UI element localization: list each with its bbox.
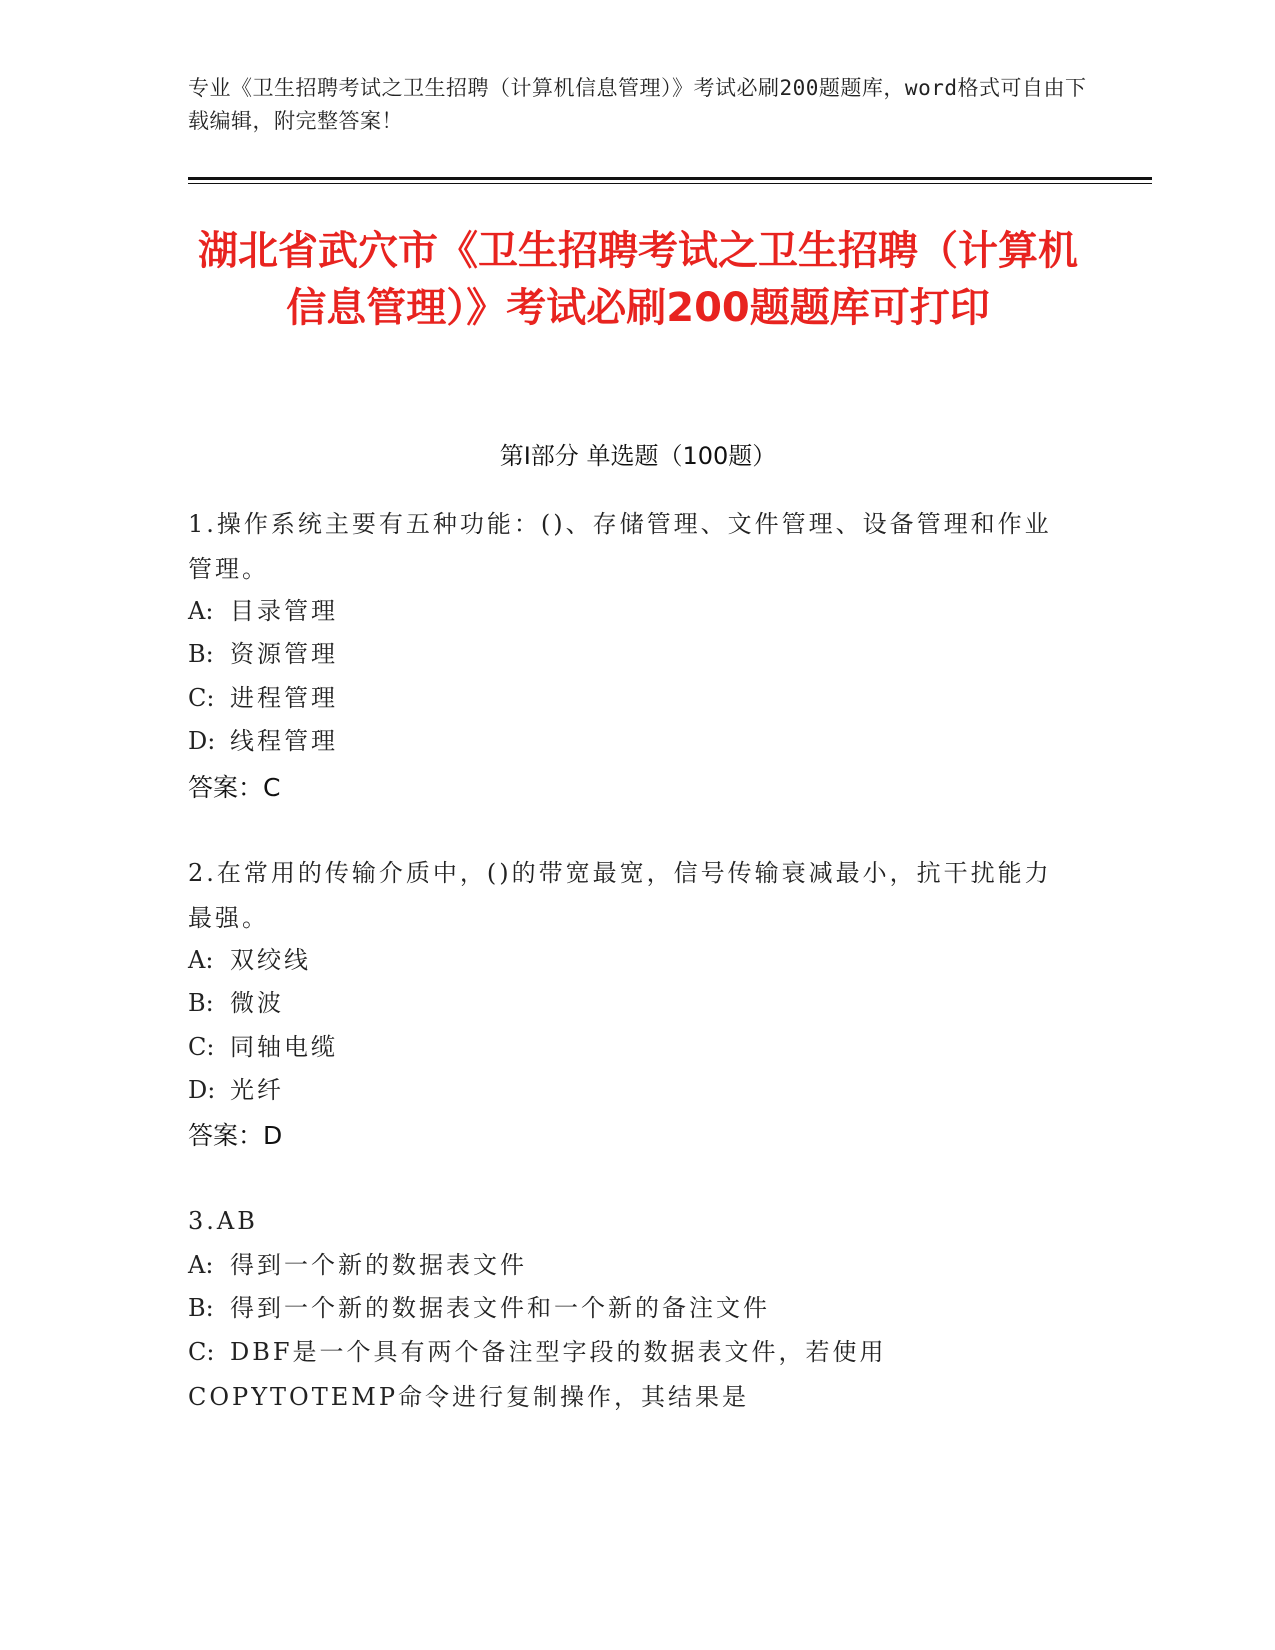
option-text: 光纤 xyxy=(230,1076,284,1104)
document-title: 湖北省武穴市《卫生招聘考试之卫生招聘（计算机信息管理）》考试必刷200题题库可打印 xyxy=(198,228,1078,331)
question-1-option-b xyxy=(188,632,1068,677)
option-key: A: xyxy=(188,1251,214,1279)
section-title: 第Ⅰ部分 单选题（100题） xyxy=(499,442,777,470)
option-key: B: xyxy=(188,640,214,668)
option-key: C: xyxy=(188,1338,215,1366)
option-key: B: xyxy=(188,989,214,1017)
option-key: D: xyxy=(188,727,216,755)
question-3-option-c xyxy=(188,1330,1068,1420)
option-text: 线程管理 xyxy=(230,727,338,755)
header-divider-thin xyxy=(188,183,1152,184)
question-3-option-b xyxy=(188,1286,1068,1331)
option-key: C: xyxy=(188,684,215,712)
question-2-text: 2.在常用的传输介质中，()的带宽最宽，信号传输衰减最小，抗干扰能力最强。 xyxy=(188,859,1052,932)
header-note: 专业《卫生招聘考试之卫生招聘（计算机信息管理）》考试必刷200题题库，word格式可自由下载编辑，附完整答案！ xyxy=(188,76,1087,133)
option-key: B: xyxy=(188,1294,214,1322)
question-2-option-a xyxy=(188,938,1068,983)
option-key: A: xyxy=(188,946,214,974)
question-2-option-d xyxy=(188,1068,1068,1113)
question-1-answer: 答案：C xyxy=(188,773,281,802)
question-1-option-d xyxy=(188,719,1068,764)
option-text: 得到一个新的数据表文件和一个新的备注文件 xyxy=(230,1294,770,1322)
question-1-option-a xyxy=(188,589,1068,634)
option-text: 微波 xyxy=(230,989,284,1017)
question-3-option-a xyxy=(188,1243,1068,1288)
option-key: C: xyxy=(188,1033,215,1061)
option-text: DBF是一个具有两个备注型字段的数据表文件，若使用COPYTOTEMP命令进行复制操作，其结果是 xyxy=(188,1338,887,1411)
question-3-text: 3.AB xyxy=(188,1207,258,1235)
option-text: 双绞线 xyxy=(230,946,311,974)
option-text: 得到一个新的数据表文件 xyxy=(230,1251,527,1279)
option-text: 进程管理 xyxy=(230,684,338,712)
question-1-text: 1.操作系统主要有五种功能：()、存储管理、文件管理、设备管理和作业管理。 xyxy=(188,510,1052,583)
option-text: 资源管理 xyxy=(230,640,338,668)
option-text: 目录管理 xyxy=(230,597,338,625)
question-2-option-b xyxy=(188,981,1068,1026)
option-key: D: xyxy=(188,1076,216,1104)
question-2-option-c xyxy=(188,1025,1068,1070)
header-divider-thick xyxy=(188,177,1152,180)
option-text: 同轴电缆 xyxy=(230,1033,338,1061)
question-2-answer: 答案：D xyxy=(188,1121,283,1150)
option-key: A: xyxy=(188,597,214,625)
question-1-option-c xyxy=(188,676,1068,721)
